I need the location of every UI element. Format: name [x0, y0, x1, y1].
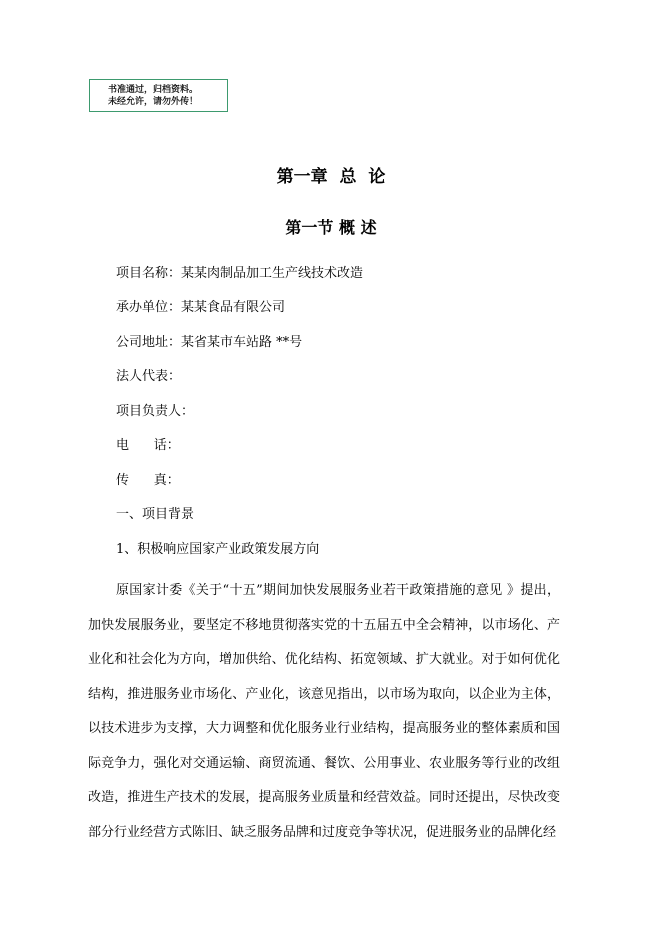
section-title: 第一节 概 述: [285, 218, 377, 237]
heading-project-background: 一、项目背景: [116, 507, 195, 522]
field-label: 项目名称：: [116, 266, 182, 281]
field-label: 法人代表：: [116, 369, 182, 384]
approval-stamp: [89, 79, 228, 112]
field-value: 某某食品有限公司: [181, 300, 286, 315]
body-paragraph: 原国家计委《关于“十五”期间加快发展服务业若干政策措施的意见 》提出，加快发展服务业，要坚定不移地贯彻落实党的十五届五中全会精神，以市场化、产业化和社会化为方向，增加供给、优化结构、拓宽领域、扩大就业。对于如何优化结构，推进服务业市场化、产业化，该意见指出，以市场为取向，以企业为主体，以技术进步为支撑，大力调整和优化服务业行业结构，提高服务业的整体素质和国际竞争力，强化对交通运输、商贸流通、餐饮、公用事业、农业服务等行业的改组改造，推进生产技术的发展，提高服务业质量和经营效益。同时还提出，尽快改变部分行业经营方式陈旧、缺乏服务品牌和过度竞争等状况，促进服务业的品牌化经: [88, 583, 560, 840]
field-legal-representative: [116, 368, 181, 386]
field-organizer: [116, 299, 285, 317]
field-value: 某某肉制品加工生产线技术改造: [181, 266, 364, 281]
field-value: 某省某市车站路 **号: [181, 335, 303, 350]
field-label: 公司地址：: [116, 335, 182, 350]
stamp-line-2: 未经允许，请勿外传！: [108, 97, 199, 107]
field-project-name: [116, 265, 363, 283]
field-project-lead: [116, 403, 194, 421]
heading-policy-direction: 1、积极响应国家产业政策发展方向: [116, 542, 320, 557]
field-fax: [116, 472, 180, 490]
chapter-title: 第一章 总 论: [276, 167, 386, 187]
field-label: 项目负责人：: [116, 404, 195, 419]
field-label: 传 真：: [116, 473, 180, 488]
field-company-address: [116, 334, 302, 352]
field-label: 承办单位：: [116, 300, 182, 315]
field-phone: [116, 437, 180, 455]
stamp-line-1: 书准通过，归档资料。: [108, 85, 199, 95]
field-label: 电 话：: [116, 438, 180, 453]
